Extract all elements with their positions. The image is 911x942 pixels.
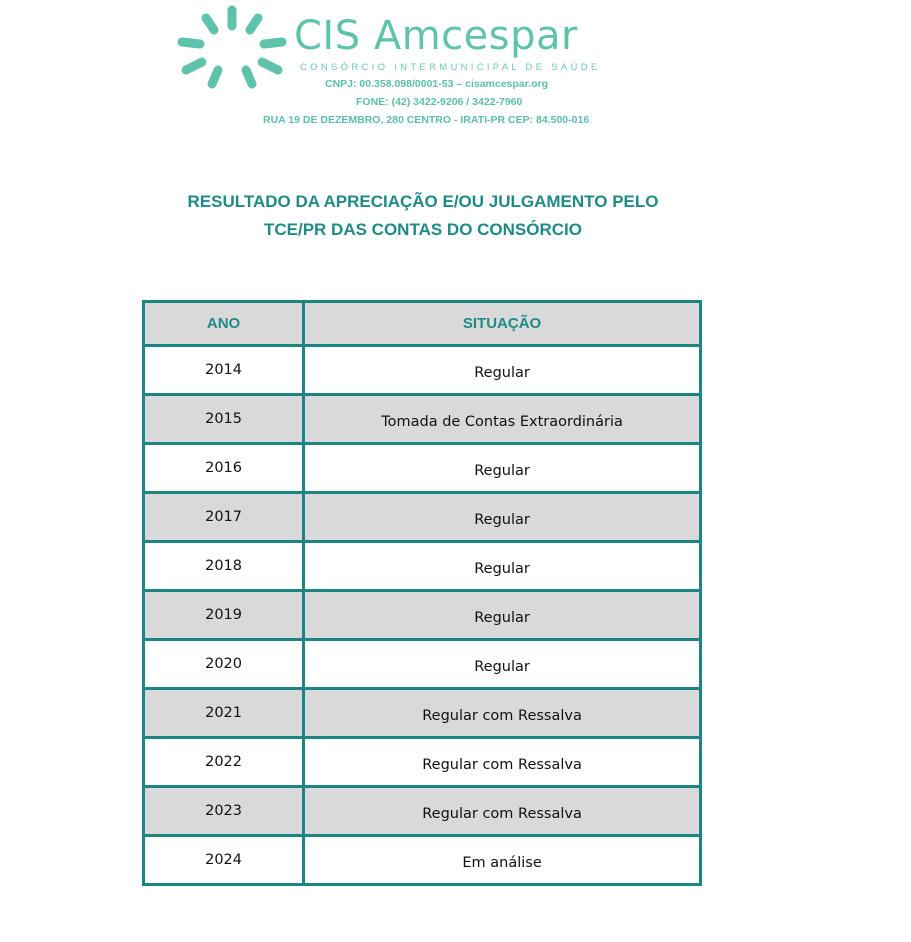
year-cell: 2017 [144,493,304,542]
phone-line: FONE: (42) 3422-9206 / 3422-7960 [356,96,523,108]
table-row [144,395,701,444]
status-cell: Regular com Ressalva [304,787,701,836]
year-cell: 2024 [144,836,304,885]
year-cell: 2014 [144,346,304,395]
logo-sunburst-icon [176,4,288,92]
table-header-row [144,302,701,346]
address-line: RUA 19 DE DEZEMBRO, 280 CENTRO - IRATI-PR CEP: 84.500-016 [263,114,590,126]
year-cell: 2019 [144,591,304,640]
brand-subtitle: CONSÓRCIO INTERMUNICIPAL DE SAÚDE [300,62,601,73]
table-row [144,738,701,787]
document-title [150,188,696,244]
year-cell: 2018 [144,542,304,591]
year-cell: 2022 [144,738,304,787]
status-cell: Regular com Ressalva [304,738,701,787]
table-row [144,346,701,395]
table-row [144,493,701,542]
year-cell: 2015 [144,395,304,444]
year-cell: 2023 [144,787,304,836]
status-cell: Regular [304,493,701,542]
year-cell: 2021 [144,689,304,738]
status-cell: Regular [304,591,701,640]
year-cell: 2020 [144,640,304,689]
year-cell: 2016 [144,444,304,493]
status-cell: Regular [304,640,701,689]
title-line-2: TCE/PR DAS CONTAS DO CONSÓRCIO [264,220,582,239]
title-line-1: RESULTADO DA APRECIAÇÃO E/OU JULGAMENTO PELO [187,192,659,211]
table-row [144,591,701,640]
brand-name: CIS Amcespar [294,13,578,59]
table-row [144,787,701,836]
results-table [142,300,702,886]
column-header-status: SITUAÇÃO [304,302,701,346]
column-header-year: ANO [144,302,304,346]
table-row [144,444,701,493]
table-row [144,640,701,689]
cnpj-line: CNPJ: 00.358.098/0001-53 – cisamcespar.org [325,78,548,90]
status-cell: Regular [304,444,701,493]
status-cell: Em análise [304,836,701,885]
table-row [144,542,701,591]
table-row [144,689,701,738]
status-cell: Tomada de Contas Extraordinária [304,395,701,444]
table-row [144,836,701,885]
status-cell: Regular [304,542,701,591]
status-cell: Regular com Ressalva [304,689,701,738]
status-cell: Regular [304,346,701,395]
